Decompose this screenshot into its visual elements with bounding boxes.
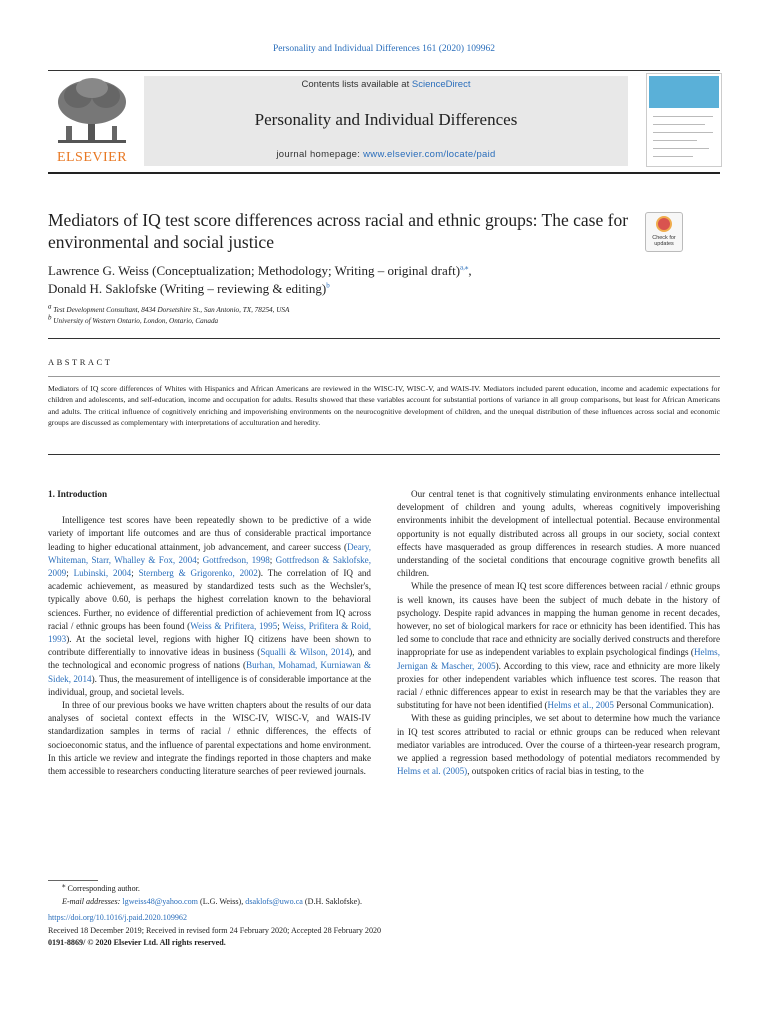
footnote-mark: ⁎ [62, 881, 66, 890]
author-name: Donald H. Saklofske (Writing – reviewing & editing) [48, 281, 327, 296]
email-owner: (D.H. Saklofske). [302, 896, 362, 906]
author-separator: , [468, 263, 472, 278]
abstract-text: Mediators of IQ score differences of Whites with Hispanics and African Americans are reviewed in the WISC-IV, WISC-V, and WAIS-IV. Mediators included parent education, income and academic expectations for children and adolescents, and self-education, income and occupation for adults. Results showed that these variables account for substantial portions of variance in all group comparisons, but least for African Americans and adults. The critical influence of cognitively enriching and impoverishing environments on the neurocognitive development of children, and the unequal distribution of these influences across social and economic groups are discussed as complementary with interpretations of acculturation and heredity. [48, 384, 720, 427]
text-run: ). Thus, the measurement of intelligence is of considerable importance at the individual, group, and societal levels. [48, 673, 372, 697]
text-run: Intelligence test scores have been repeatedly shown to be predictive of a wide variety of important life outcomes and are thus of considerable practical importance leading to higher educational attainment, job advancement, and career success ( [48, 515, 371, 552]
text-run: While the presence of mean IQ test score differences between racial / ethnic groups is well known, its causes have been the subject of much debate in the history of psychology. Despite rapid advances in mapping the human genome in recent decades, however, no set of biological markers for race or ethnicity has been identified. This has led some to conclude that race and ethnicity are socially derived constructs and therefore inappropriate for use as independent variables to explain psychological findings ( [397, 581, 720, 658]
author-name: Lawrence G. Weiss (Conceptualization; Methodology; Writing – original draft) [48, 263, 461, 278]
citation-link[interactable]: Sternberg & Grigorenko, 2002 [138, 568, 258, 579]
citation-link[interactable]: Burhan, Mohamad, Kurniawan & Sidek, 2014 [48, 660, 371, 684]
email-label: E-mail addresses: [62, 896, 121, 906]
contents-prefix: Contents lists available at [301, 79, 412, 90]
email-link-saklofske[interactable]: dsaklofs@uwo.ca [245, 896, 303, 906]
affiliation-b [48, 313, 648, 327]
cover-banner [649, 76, 719, 108]
crossmark-badge[interactable] [645, 212, 683, 252]
abstract-sub-rule [48, 376, 720, 377]
journal-homepage [144, 149, 628, 160]
cover-line [653, 116, 713, 117]
header-top-rule [48, 70, 720, 71]
author-2[interactable] [48, 280, 648, 298]
citation-link[interactable]: Deary, Whiteman, Starr, Whalley & Fox, 2004 [48, 541, 371, 565]
homepage-link[interactable]: www.elsevier.com/locate/paid [363, 149, 496, 160]
text-run: ), and the technological and economic progress of nations ( [48, 647, 371, 671]
left-column [48, 488, 371, 778]
paragraph [397, 580, 720, 712]
text-run: ; [277, 620, 283, 631]
text-run: Personal Communication). [613, 700, 714, 711]
tree-icon [48, 76, 136, 148]
journal-title: Personality and Individual Differences [254, 110, 518, 129]
affiliation-mark: b [48, 313, 52, 322]
author-affil-mark[interactable]: b [326, 281, 330, 290]
citation-link[interactable]: Helms et al., 2005 [547, 700, 614, 711]
affiliation-text: University of Western Ontario, London, Ontario, Canada [53, 317, 219, 325]
text-run: ). The correlation of IQ and academic achievement, as measured by standardized tests such as the Wechsler's, typically above 0.60, is perhaps the highest correlation known to the behavioral sciences. Further, no evidence of differential prediction of achievement from IQ across racial / ethnic groups has been found ( [48, 568, 371, 631]
publisher-name: ELSEVIER [56, 150, 128, 165]
text-run: , outspoken critics of racial bias in testing, to the [467, 766, 644, 777]
received-dates: Received 18 December 2019; Received in revised form 24 February 2020; Accepted 28 February 2020 [48, 925, 382, 935]
email-owner: (L.G. Weiss), [197, 896, 246, 906]
citation-link[interactable]: Squalli & Wilson, 2014 [260, 647, 350, 658]
citation-link[interactable]: Helms et al. (2005) [397, 766, 468, 777]
affiliation-a [48, 302, 648, 316]
right-column [397, 488, 720, 778]
sciencedirect-link[interactable]: ScienceDirect [411, 79, 471, 90]
affiliation-text: Test Development Consultant, 8434 Dorsetshire St., San Antonio, TX, 78254, USA [53, 306, 290, 314]
footnote-text: Corresponding author. [67, 884, 140, 893]
paragraph: In three of our previous books we have written chapters about the results of our data analyses of societal context effects in the WISC-IV, WISC-V, and WAIS-IV standardization samples in terms of racial / ethnic differences, the effects of socioeconomic status, and the influence of parental expectations and home environment. In this article we review and integrate the findings reported in those chapters and make them accessible to researchers conducting literature searches of peer reviewed journals. [48, 700, 371, 777]
footnote-rule [48, 880, 98, 881]
cover-line [653, 132, 713, 133]
abstract-heading: ABSTRACT [48, 357, 113, 367]
email-addresses [48, 896, 720, 909]
citation-link[interactable]: Gottfredson, 1998 [202, 554, 270, 565]
paragraph [397, 712, 720, 778]
paragraph [48, 514, 371, 699]
crossmark-icon [656, 216, 672, 232]
author-list [48, 262, 648, 298]
header-bottom-rule [48, 172, 720, 174]
affiliation-mark: a [48, 302, 52, 311]
contents-available [144, 79, 628, 90]
cover-line [653, 148, 709, 149]
copyright: 0191-8869/ © 2020 Elsevier Ltd. All rights reserved. [48, 938, 226, 947]
author-affil-mark[interactable]: a,⁎ [460, 263, 469, 272]
text-run: ; [269, 554, 276, 565]
text-run: ; [196, 554, 203, 565]
footnotes [48, 880, 720, 950]
cover-line [653, 140, 697, 141]
text-run: ; [66, 568, 74, 579]
cover-line [653, 156, 693, 157]
paragraph: Our central tenet is that cognitively stimulating environments enhance intellectual development of children and young adults, whereas cognitively impoverishing environments inhibit the development of intellectual potential. Because environmental opportunity is not equally distributed across all groups in our society, social context effects have masqueraded as group differences in research studies. A more nuanced understanding of the societal conditions that encourage cognitive growth benefits all children. [397, 489, 720, 579]
citation-link[interactable]: Weiss, Prifitera & Roid, 1993 [48, 620, 371, 645]
abstract-bottom-rule [48, 454, 720, 455]
citation-link[interactable]: Helms, Jernigan & Mascher, 2005 [397, 647, 720, 671]
corresponding-author-note [48, 883, 720, 896]
text-run: ). At the societal level, regions with higher IQ citizens have been shown to contribute differentially to innovative ideas in business ( [48, 634, 371, 658]
homepage-prefix: journal homepage: [276, 149, 364, 160]
crossmark-label: Check for updates [652, 235, 676, 247]
doi-link[interactable]: https://doi.org/10.1016/j.paid.2020.109962 [48, 913, 188, 922]
elsevier-logo[interactable] [48, 76, 136, 166]
citation-link[interactable]: Weiss & Prifitera, 1995 [190, 620, 278, 631]
journal-header [144, 76, 628, 166]
text-run: With these as guiding principles, we set about to determine how much the variance in IQ test scores attributed to racial or ethnic groups can be reduced when relevant mediator variables are introduced. Over the course of a thirteen-year research program, we applied a regression based methodology of potential mediators recommended by [397, 713, 720, 764]
cover-line [653, 124, 705, 125]
author-1[interactable] [48, 262, 648, 280]
section-heading: 1. Introduction [48, 489, 108, 499]
affiliations [48, 302, 648, 327]
text-run: ; [131, 568, 139, 579]
citation-link[interactable]: Lubinski, 2004 [73, 568, 132, 579]
journal-cover-thumbnail[interactable] [646, 73, 722, 167]
journal-citation[interactable]: Personality and Individual Differences 161 (2020) 109962 [273, 44, 495, 54]
text-run: ). According to this view, race and ethnicity are more likely proxies for other independent variables which influence test scores. The reason that racial / ethnic differences appear to exist in research may be that the variables they are substituting for have not been identified ( [397, 660, 720, 711]
article-title: Mediators of IQ test score differences across racial and ethnic groups: The case for environmental and social justice [48, 210, 629, 252]
citation-link[interactable]: Gottfredson & Saklofske, 2009 [48, 554, 371, 579]
abstract-top-rule [48, 338, 720, 339]
email-link-weiss[interactable]: lgweiss48@yahoo.com [122, 896, 198, 906]
